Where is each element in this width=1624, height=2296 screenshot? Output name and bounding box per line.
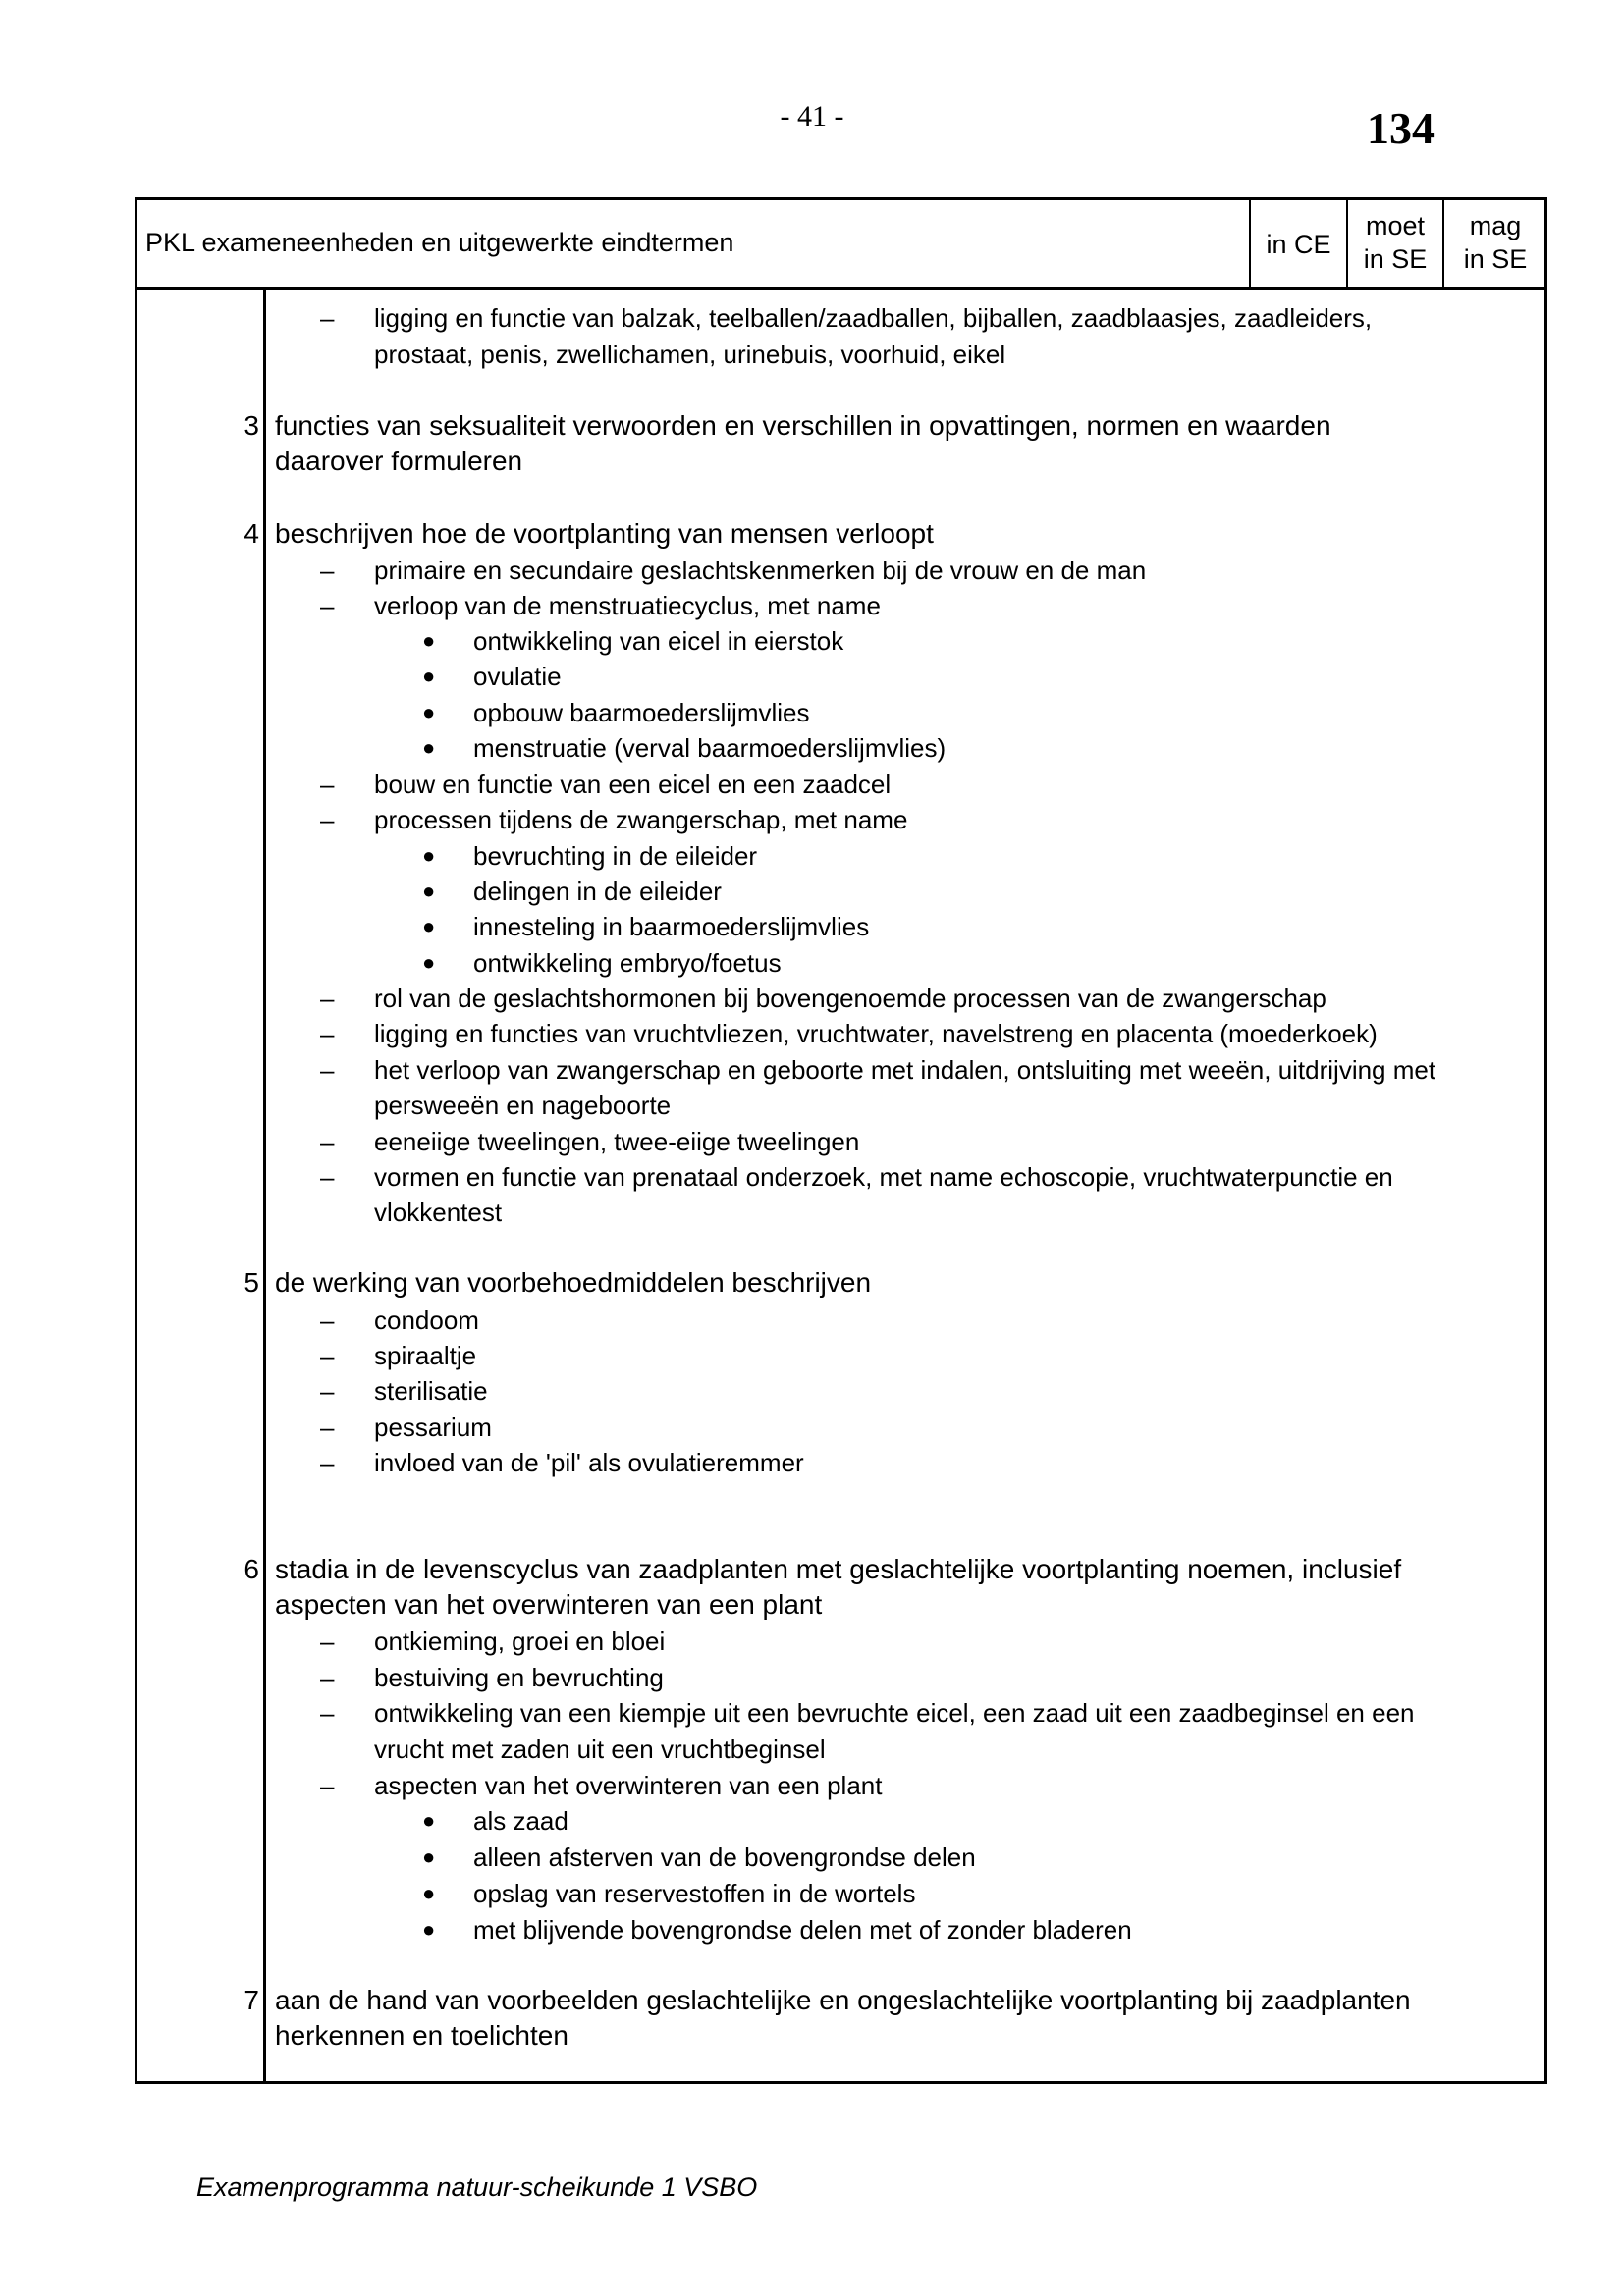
- dash-marker: –: [320, 1306, 335, 1335]
- bullet-item-text: ovulatie: [473, 662, 562, 691]
- dash-marker: –: [320, 1771, 335, 1800]
- item-number: 5: [244, 1267, 259, 1298]
- bullet-marker: ●: [422, 843, 436, 868]
- dash-marker: –: [320, 1698, 335, 1728]
- dash-marker: –: [320, 1663, 335, 1692]
- item-number: 4: [244, 518, 259, 549]
- sub-item-text: pessarium: [374, 1413, 492, 1442]
- bullet-item-text: menstruatie (verval baarmoederslijmvlies): [473, 733, 947, 763]
- sub-item-text: vormen en functie van prenataal onderzoek, met name echoscopie, vruchtwaterpunctie en: [374, 1162, 1393, 1192]
- bullet-marker: ●: [422, 1844, 436, 1869]
- sub-item-text: vrucht met zaden uit een vruchtbeginsel: [374, 1735, 826, 1764]
- header-moet-in-se: [1348, 209, 1442, 276]
- sub-item-text: het verloop van zwangerschap en geboorte met indalen, ontsluiting met weeën, uitdrijving met: [374, 1055, 1436, 1085]
- dash-marker: –: [320, 1019, 335, 1048]
- dash-marker: –: [320, 1627, 335, 1656]
- bullet-marker: ●: [422, 879, 436, 903]
- sub-item-text: ligging en functie van balzak, teelballen/zaadballen, bijballen, zaadblaasjes, zaadleiders,: [374, 303, 1373, 333]
- item-number: 7: [244, 1985, 259, 2015]
- bullet-marker: ●: [422, 700, 436, 724]
- dash-marker: –: [320, 556, 335, 585]
- sub-item-text: primaire en secundaire geslachtskenmerken bij de vrouw en de man: [374, 556, 1147, 585]
- bullet-marker: ●: [422, 950, 436, 975]
- sub-item-text: spiraaltje: [374, 1341, 477, 1370]
- item-heading: de werking van voorbehoedmiddelen beschrijven: [275, 1267, 872, 1298]
- bullet-marker: ●: [422, 1881, 436, 1905]
- bullet-item-text: opslag van reservestoffen in de wortels: [473, 1879, 916, 1908]
- document-number: 134: [1367, 103, 1435, 153]
- sub-item-text: bestuiving en bevruchting: [374, 1663, 664, 1692]
- bullet-item-text: alleen afsterven van de bovengrondse delen: [473, 1842, 976, 1872]
- dash-marker: –: [320, 1055, 335, 1085]
- dash-marker: –: [320, 984, 335, 1013]
- sub-item-text: persweeën en nageboorte: [374, 1091, 672, 1120]
- bullet-item-text: ontwikkeling embryo/foetus: [473, 948, 782, 978]
- item-heading: herkennen en toelichten: [275, 2020, 568, 2051]
- dash-marker: –: [320, 1341, 335, 1370]
- bullet-item-text: opbouw baarmoederslijmvlies: [473, 698, 810, 727]
- dash-marker: –: [320, 1162, 335, 1192]
- header-mag-line2: in SE: [1463, 244, 1528, 274]
- item-heading: beschrijven hoe de voortplanting van mensen verloopt: [275, 518, 934, 549]
- bullet-item-text: met blijvende bovengrondse delen met of zonder bladeren: [473, 1915, 1132, 1945]
- dash-marker: –: [320, 303, 335, 333]
- dash-marker: –: [320, 805, 335, 834]
- dash-marker: –: [320, 1413, 335, 1442]
- sub-item-text: ontkieming, groei en bloei: [374, 1627, 666, 1656]
- dash-marker: –: [320, 591, 335, 620]
- bullet-marker: ●: [422, 735, 436, 760]
- sub-item-text: bouw en functie van een eicel en een zaadcel: [374, 770, 892, 799]
- item-heading: aan de hand van voorbeelden geslachtelijke en ongeslachtelijke voortplanting bij zaadplanten: [275, 1985, 1411, 2015]
- sub-item-text: invloed van de 'pil' als ovulatieremmer: [374, 1448, 804, 1477]
- sub-item-text: aspecten van het overwinteren van een plant: [374, 1771, 883, 1800]
- bullet-item-text: innesteling in baarmoederslijmvlies: [473, 912, 870, 941]
- item-number: 3: [244, 410, 259, 441]
- sub-item-text: vlokkentest: [374, 1198, 503, 1227]
- page-footer: Examenprogramma natuur-scheikunde 1 VSBO: [196, 2172, 758, 2202]
- bullet-marker: ●: [422, 1808, 436, 1833]
- dash-marker: –: [320, 1127, 335, 1156]
- header-moet-line2: in SE: [1363, 244, 1428, 274]
- item-number: 6: [244, 1554, 259, 1584]
- bullet-item-text: ontwikkeling van eicel in eierstok: [473, 626, 844, 656]
- item-heading: daarover formuleren: [275, 446, 523, 476]
- dash-marker: –: [320, 1376, 335, 1406]
- item-heading: stadia in de levenscyclus van zaadplanten met geslachtelijke voortplanting noemen, inclusief: [275, 1554, 1402, 1584]
- item-heading: aspecten van het overwinteren van een plant: [275, 1589, 823, 1620]
- sub-item-text: processen tijdens de zwangerschap, met name: [374, 805, 908, 834]
- sub-item-text: prostaat, penis, zwellichamen, urinebuis, voorhuid, eikel: [374, 340, 1006, 369]
- table-header-title: PKL exameneenheden en uitgewerkte eindtermen: [145, 228, 734, 257]
- bullet-marker: ●: [422, 628, 436, 653]
- sub-item-text: rol van de geslachtshormonen bij bovengenoemde processen van de zwangerschap: [374, 984, 1326, 1013]
- bullet-item-text: als zaad: [473, 1806, 568, 1836]
- header-mag-line1: mag: [1469, 211, 1522, 240]
- sub-item-text: condoom: [374, 1306, 479, 1335]
- sub-item-text: ontwikkeling van een kiempje uit een bevruchte eicel, een zaad uit een zaadbeginsel en een: [374, 1698, 1415, 1728]
- sub-item-text: verloop van de menstruatiecyclus, met name: [374, 591, 881, 620]
- dash-marker: –: [320, 1448, 335, 1477]
- page-number: - 41 -: [780, 100, 844, 133]
- header-moet-line1: moet: [1365, 211, 1426, 240]
- sub-item-text: sterilisatie: [374, 1376, 488, 1406]
- dash-marker: –: [320, 770, 335, 799]
- header-mag-in-se: [1444, 209, 1546, 276]
- bullet-marker: ●: [422, 914, 436, 938]
- number-column-divider: [263, 288, 266, 2084]
- header-in-ce: in CE: [1266, 230, 1331, 259]
- bullet-item-text: bevruchting in de eileider: [473, 841, 758, 871]
- item-heading: functies van seksualiteit verwoorden en verschillen in opvattingen, normen en waarden: [275, 410, 1331, 441]
- header-divider: [135, 287, 1547, 290]
- sub-item-text: ligging en functies van vruchtvliezen, vruchtwater, navelstreng en placenta (moederkoek): [374, 1019, 1378, 1048]
- bullet-marker: ●: [422, 664, 436, 688]
- sub-item-text: eeneiige tweelingen, twee-eiige tweelingen: [374, 1127, 860, 1156]
- bullet-marker: ●: [422, 1917, 436, 1942]
- bullet-item-text: delingen in de eileider: [473, 877, 722, 906]
